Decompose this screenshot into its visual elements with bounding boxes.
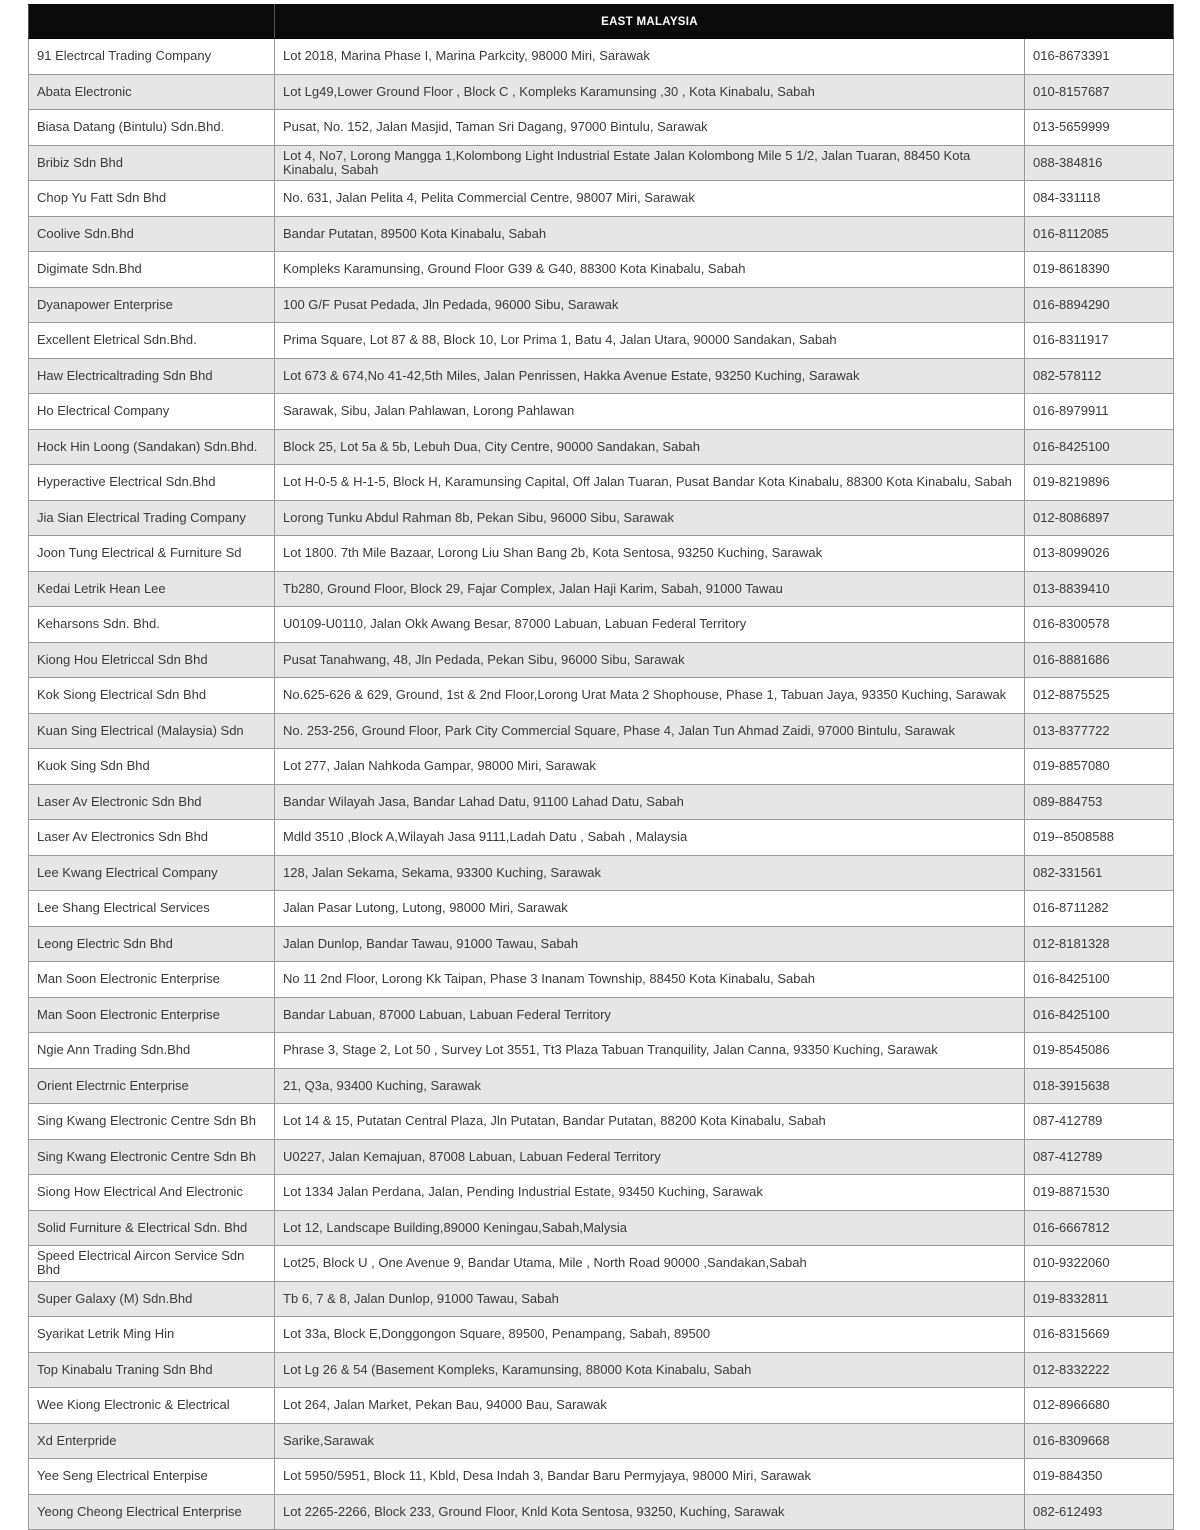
dealer-address-cell: U0109-U0110, Jalan Okk Awang Besar, 87000 Labuan, Labuan Federal Territory [275,607,1025,643]
dealer-address-cell: Pusat Tanahwang, 48, Jln Pedada, Pekan Sibu, 96000 Sibu, Sarawak [275,642,1025,678]
dealer-address-cell: Sarawak, Sibu, Jalan Pahlawan, Lorong Pahlawan [275,394,1025,430]
dealer-address-cell: Lot 2265-2266, Block 233, Ground Floor, Knld Kota Sentosa, 93250, Kuching, Sarawak [275,1494,1025,1530]
table-row [29,216,1174,252]
dealer-name-cell: Xd Enterpride [29,1423,275,1459]
dealer-name-cell: Wee Kiong Electronic & Electrical [29,1388,275,1424]
dealer-address-cell: Prima Square, Lot 87 & 88, Block 10, Lor Prima 1, Batu 4, Jalan Utara, 90000 Sandakan, Sabah [275,323,1025,359]
dealer-phone-cell: 016-8425100 [1025,429,1174,465]
dealer-address-cell: Lot25, Block U , One Avenue 9, Bandar Utama, Mile , North Road 90000 ,Sandakan,Sabah [275,1246,1025,1282]
dealer-name-cell: Solid Furniture & Electrical Sdn. Bhd [29,1210,275,1246]
dealer-name-cell: Sing Kwang Electronic Centre Sdn Bh [29,1104,275,1140]
dealer-phone-cell: 013-8099026 [1025,536,1174,572]
dealer-phone-cell: 019-8545086 [1025,1033,1174,1069]
dealer-name-cell: Excellent Eletrical Sdn.Bhd. [29,323,275,359]
dealer-phone-cell: 019-8618390 [1025,252,1174,288]
dealer-name-cell: Ho Electrical Company [29,394,275,430]
dealer-phone-cell: 019-884350 [1025,1459,1174,1495]
table-row [29,1033,1174,1069]
table-row [29,287,1174,323]
table-row [29,749,1174,785]
dealer-address-cell: Tb 6, 7 & 8, Jalan Dunlop, 91000 Tawau, Sabah [275,1281,1025,1317]
dealer-phone-cell: 087-412789 [1025,1104,1174,1140]
table-row [29,1139,1174,1175]
table-row [29,110,1174,146]
dealer-address-cell: Lot 14 & 15, Putatan Central Plaza, Jln Putatan, Bandar Putatan, 88200 Kota Kinabalu, Sabah [275,1104,1025,1140]
table-header-row [29,5,1174,39]
dealer-phone-cell: 012-8086897 [1025,500,1174,536]
header-blank-phone [1025,5,1174,39]
table-row [29,1281,1174,1317]
dealer-name-cell: Sing Kwang Electronic Centre Sdn Bh [29,1139,275,1175]
dealer-phone-cell: 016-8309668 [1025,1423,1174,1459]
table-row [29,536,1174,572]
table-row [29,500,1174,536]
table-row [29,820,1174,856]
dealer-address-cell: Lot 33a, Block E,Donggongon Square, 89500, Penampang, Sabah, 89500 [275,1317,1025,1353]
dealer-phone-cell: 019-8857080 [1025,749,1174,785]
dealer-phone-cell: 016-8711282 [1025,891,1174,927]
dealer-address-cell: Pusat, No. 152, Jalan Masjid, Taman Sri Dagang, 97000 Bintulu, Sarawak [275,110,1025,146]
table-row [29,891,1174,927]
dealer-phone-cell: 016-8894290 [1025,287,1174,323]
dealer-table [28,4,1174,1530]
table-row [29,1459,1174,1495]
dealer-phone-cell: 010-9322060 [1025,1246,1174,1282]
table-row [29,962,1174,998]
table-row [29,252,1174,288]
dealer-phone-cell: 012-8966680 [1025,1388,1174,1424]
table-row [29,145,1174,181]
dealer-address-cell: Jalan Pasar Lutong, Lutong, 98000 Miri, Sarawak [275,891,1025,927]
dealer-name-cell: Bribiz Sdn Bhd [29,145,275,181]
dealer-name-cell: Dyanapower Enterprise [29,287,275,323]
dealer-address-cell: Lot H-0-5 & H-1-5, Block H, Karamunsing Capital, Off Jalan Tuaran, Pusat Bandar Kota Kinabalu, 88300 Kota Kinabalu, Sabah [275,465,1025,501]
dealer-phone-cell: 082-612493 [1025,1494,1174,1530]
dealer-phone-cell: 010-8157687 [1025,74,1174,110]
dealer-address-cell: No.625-626 & 629, Ground, 1st & 2nd Floor,Lorong Urat Mata 2 Shophouse, Phase 1, Tabuan Jaya, 93350 Kuching, Sarawak [275,678,1025,714]
dealer-name-cell: Hyperactive Electrical Sdn.Bhd [29,465,275,501]
table-row [29,571,1174,607]
dealer-name-cell: Coolive Sdn.Bhd [29,216,275,252]
dealer-phone-cell: 016-8300578 [1025,607,1174,643]
dealer-name-cell: Lee Shang Electrical Services [29,891,275,927]
dealer-address-cell: Kompleks Karamunsing, Ground Floor G39 & G40, 88300 Kota Kinabalu, Sabah [275,252,1025,288]
table-row [29,784,1174,820]
dealer-name-cell: Laser Av Electronic Sdn Bhd [29,784,275,820]
table-row [29,1175,1174,1211]
table-row [29,1246,1174,1282]
region-heading: EAST MALAYSIA [275,5,1025,39]
dealer-name-cell: Yeong Cheong Electrical Enterprise [29,1494,275,1530]
dealer-name-cell: Kok Siong Electrical Sdn Bhd [29,678,275,714]
dealer-address-cell: 100 G/F Pusat Pedada, Jln Pedada, 96000 Sibu, Sarawak [275,287,1025,323]
table-row [29,1104,1174,1140]
dealer-name-cell: Joon Tung Electrical & Furniture Sd [29,536,275,572]
dealer-name-cell: Kuok Sing Sdn Bhd [29,749,275,785]
dealer-address-cell: Lot 2018, Marina Phase I, Marina Parkcity, 98000 Miri, Sarawak [275,39,1025,75]
dealer-phone-cell: 018-3915638 [1025,1068,1174,1104]
table-row [29,1317,1174,1353]
table-row [29,1210,1174,1246]
dealer-address-cell: Jalan Dunlop, Bandar Tawau, 91000 Tawau, Sabah [275,926,1025,962]
dealer-phone-cell: 016-8311917 [1025,323,1174,359]
dealer-phone-cell: 016-6667812 [1025,1210,1174,1246]
dealer-address-cell: Lot Lg49,Lower Ground Floor , Block C , Kompleks Karamunsing ,30 , Kota Kinabalu, Sabah [275,74,1025,110]
table-row [29,855,1174,891]
dealer-address-cell: Bandar Putatan, 89500 Kota Kinabalu, Sabah [275,216,1025,252]
dealer-name-cell: Laser Av Electronics Sdn Bhd [29,820,275,856]
table-row [29,678,1174,714]
dealer-address-cell: Mdld 3510 ,Block A,Wilayah Jasa 9111,Ladah Datu , Sabah , Malaysia [275,820,1025,856]
table-row [29,997,1174,1033]
dealer-name-cell: Man Soon Electronic Enterprise [29,997,275,1033]
dealer-address-cell: No. 253-256, Ground Floor, Park City Commercial Square, Phase 4, Jalan Tun Ahmad Zaidi, 97000 Bintulu, Sarawak [275,713,1025,749]
dealer-address-cell: 21, Q3a, 93400 Kuching, Sarawak [275,1068,1025,1104]
dealer-name-cell: Kuan Sing Electrical (Malaysia) Sdn [29,713,275,749]
dealer-phone-cell: 016-8315669 [1025,1317,1174,1353]
table-row [29,74,1174,110]
dealer-name-cell: Ngie Ann Trading Sdn.Bhd [29,1033,275,1069]
dealer-phone-cell: 088-384816 [1025,145,1174,181]
dealer-address-cell: Lot 12, Landscape Building,89000 Keningau,Sabah,Malysia [275,1210,1025,1246]
dealer-name-cell: Biasa Datang (Bintulu) Sdn.Bhd. [29,110,275,146]
dealer-address-cell: Bandar Labuan, 87000 Labuan, Labuan Federal Territory [275,997,1025,1033]
dealer-name-cell: Hock Hin Loong (Sandakan) Sdn.Bhd. [29,429,275,465]
dealer-phone-cell: 016-8112085 [1025,216,1174,252]
dealer-phone-cell: 016-8425100 [1025,962,1174,998]
table-row [29,39,1174,75]
table-row [29,429,1174,465]
dealer-address-cell: Lot 673 & 674,No 41-42,5th Miles, Jalan Penrissen, Hakka Avenue Estate, 93250 Kuching, Sarawak [275,358,1025,394]
table-row [29,358,1174,394]
table-row [29,926,1174,962]
table-row [29,1388,1174,1424]
table-row [29,1423,1174,1459]
table-row [29,465,1174,501]
dealer-phone-cell: 089-884753 [1025,784,1174,820]
dealer-name-cell: Abata Electronic [29,74,275,110]
table-row [29,323,1174,359]
dealer-phone-cell: 084-331118 [1025,181,1174,217]
dealer-address-cell: 128, Jalan Sekama, Sekama, 93300 Kuching, Sarawak [275,855,1025,891]
table-row [29,607,1174,643]
dealer-name-cell: Lee Kwang Electrical Company [29,855,275,891]
table-body [29,39,1174,1530]
dealer-address-cell: Tb280, Ground Floor, Block 29, Fajar Complex, Jalan Haji Karim, Sabah, 91000 Tawau [275,571,1025,607]
dealer-name-cell: Keharsons Sdn. Bhd. [29,607,275,643]
dealer-name-cell: Kiong Hou Eletriccal Sdn Bhd [29,642,275,678]
dealer-phone-cell: 082-578112 [1025,358,1174,394]
dealer-name-cell: Digimate Sdn.Bhd [29,252,275,288]
table-row [29,713,1174,749]
dealer-address-cell: Bandar Wilayah Jasa, Bandar Lahad Datu, 91100 Lahad Datu, Sabah [275,784,1025,820]
dealer-phone-cell: 013-8839410 [1025,571,1174,607]
dealer-name-cell: Speed Electrical Aircon Service Sdn Bhd [29,1246,275,1282]
dealer-address-cell: Lot 4, No7, Lorong Mangga 1,Kolombong Light Industrial Estate Jalan Kolombong Mile 5 1/2, Jalan Tuaran, 88450 Kota Kinabalu, Sabah [275,145,1025,181]
table-row [29,394,1174,430]
dealer-address-cell: Lorong Tunku Abdul Rahman 8b, Pekan Sibu, 96000 Sibu, Sarawak [275,500,1025,536]
dealer-phone-cell: 082-331561 [1025,855,1174,891]
dealer-phone-cell: 019-8871530 [1025,1175,1174,1211]
dealer-name-cell: Syarikat Letrik Ming Hin [29,1317,275,1353]
dealer-phone-cell: 013-8377722 [1025,713,1174,749]
dealer-name-cell: Super Galaxy (M) Sdn.Bhd [29,1281,275,1317]
dealer-phone-cell: 016-8425100 [1025,997,1174,1033]
dealer-address-cell: Lot Lg 26 & 54 (Basement Kompleks, Karamunsing, 88000 Kota Kinabalu, Sabah [275,1352,1025,1388]
table-row [29,1494,1174,1530]
dealer-address-cell: Lot 1800. 7th Mile Bazaar, Lorong Liu Shan Bang 2b, Kota Sentosa, 93250 Kuching, Sarawak [275,536,1025,572]
dealer-name-cell: Yee Seng Electrical Enterpise [29,1459,275,1495]
dealer-address-cell: Lot 264, Jalan Market, Pekan Bau, 94000 Bau, Sarawak [275,1388,1025,1424]
dealer-phone-cell: 013-5659999 [1025,110,1174,146]
dealer-phone-cell: 019--8508588 [1025,820,1174,856]
header-blank-name [29,5,275,39]
dealer-name-cell: Haw Electricaltrading Sdn Bhd [29,358,275,394]
dealer-address-cell: U0227, Jalan Kemajuan, 87008 Labuan, Labuan Federal Territory [275,1139,1025,1175]
dealer-name-cell: 91 Electrcal Trading Company [29,39,275,75]
dealer-address-cell: Block 25, Lot 5a & 5b, Lebuh Dua, City Centre, 90000 Sandakan, Sabah [275,429,1025,465]
dealer-phone-cell: 019-8332811 [1025,1281,1174,1317]
table-row [29,181,1174,217]
dealer-name-cell: Top Kinabalu Traning Sdn Bhd [29,1352,275,1388]
dealer-name-cell: Man Soon Electronic Enterprise [29,962,275,998]
dealer-phone-cell: 016-8881686 [1025,642,1174,678]
dealer-address-cell: Lot 1334 Jalan Perdana, Jalan, Pending Industrial Estate, 93450 Kuching, Sarawak [275,1175,1025,1211]
dealer-phone-cell: 087-412789 [1025,1139,1174,1175]
dealer-name-cell: Kedai Letrik Hean Lee [29,571,275,607]
dealer-phone-cell: 012-8875525 [1025,678,1174,714]
table-row [29,1068,1174,1104]
dealer-phone-cell: 016-8979911 [1025,394,1174,430]
dealer-name-cell: Jia Sian Electrical Trading Company [29,500,275,536]
table-row [29,642,1174,678]
dealer-phone-cell: 019-8219896 [1025,465,1174,501]
dealer-phone-cell: 012-8332222 [1025,1352,1174,1388]
dealer-phone-cell: 016-8673391 [1025,39,1174,75]
dealer-address-cell: Lot 5950/5951, Block 11, Kbld, Desa Indah 3, Bandar Baru Permyjaya, 98000 Miri, Sarawak [275,1459,1025,1495]
dealer-address-cell: Phrase 3, Stage 2, Lot 50 , Survey Lot 3551, Tt3 Plaza Tabuan Tranquility, Jalan Canna, 93350 Kuching, Sarawak [275,1033,1025,1069]
dealer-name-cell: Orient Electrnic Enterprise [29,1068,275,1104]
dealer-address-cell: No 11 2nd Floor, Lorong Kk Taipan, Phase 3 Inanam Township, 88450 Kota Kinabalu, Sabah [275,962,1025,998]
dealer-phone-cell: 012-8181328 [1025,926,1174,962]
table-row [29,1352,1174,1388]
dealer-address-cell: No. 631, Jalan Pelita 4, Pelita Commercial Centre, 98007 Miri, Sarawak [275,181,1025,217]
dealer-name-cell: Leong Electric Sdn Bhd [29,926,275,962]
dealer-address-cell: Lot 277, Jalan Nahkoda Gampar, 98000 Miri, Sarawak [275,749,1025,785]
dealer-name-cell: Chop Yu Fatt Sdn Bhd [29,181,275,217]
dealer-address-cell: Sarike,Sarawak [275,1423,1025,1459]
dealer-name-cell: Siong How Electrical And Electronic [29,1175,275,1211]
